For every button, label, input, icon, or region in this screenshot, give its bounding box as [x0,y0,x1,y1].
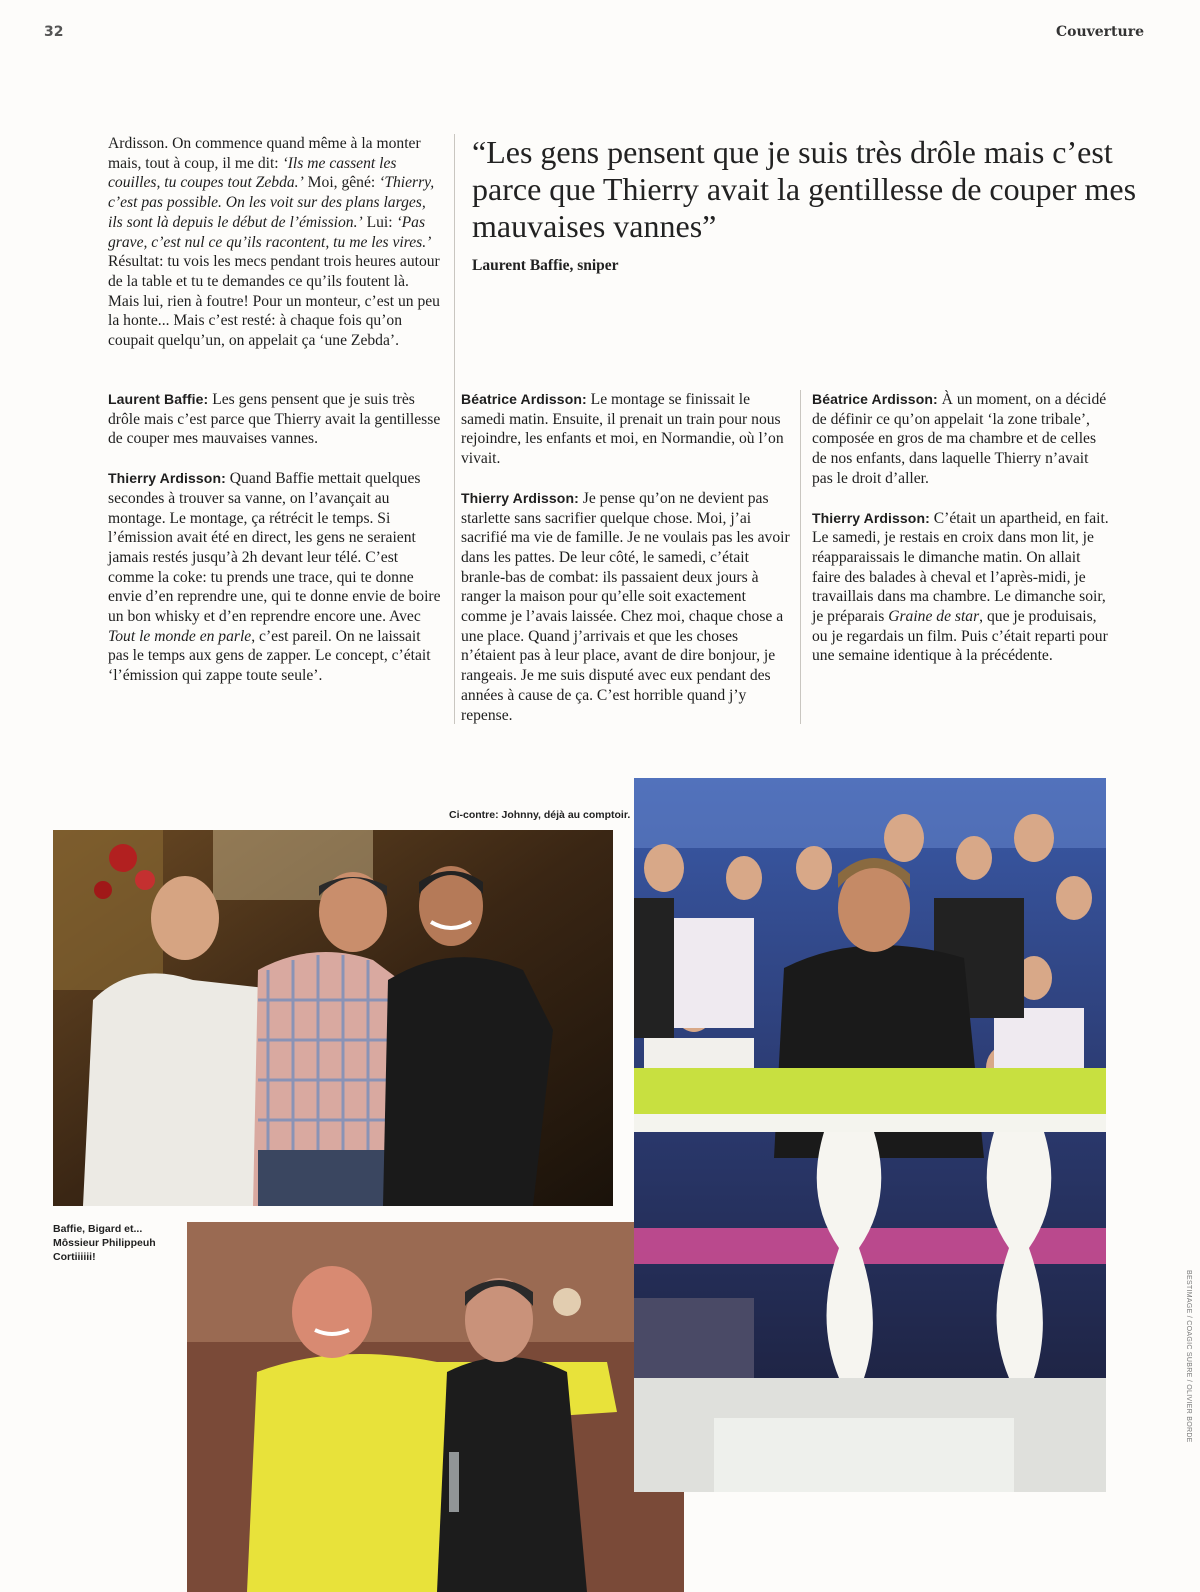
speaker-name: Béatrice Ardisson: [812,391,938,407]
caption-left-line: Môssieur Philippeuh [53,1237,156,1249]
italic-text: ‘Ils me cassent les couilles, tu coupes tout Zebda.’ [108,154,397,192]
caption-left [53,1222,173,1264]
paragraph: Laurent Baffie: Les gens pensent que je suis très drôle mais c’est parce que Thierry avait la gentillesse de couper mes mauvaises vannes. [108,391,441,448]
speaker-name: Béatrice Ardisson: [461,391,587,407]
section-title: Couverture [1055,24,1144,40]
pull-quote-attribution: Laurent Baffie, sniper [472,257,619,274]
article-column-3 [812,390,1112,686]
caption-top: Ci-contre: Johnny, déjà au comptoir. [449,809,631,821]
paragraph: Thierry Ardisson: C’était un apartheid, en fait. Le samedi, je restais en croix dans mon lit, je réapparaissais le dimanche matin. On allait faire des balades à cheval et l’après-midi, je travaillais dans ma chambre. Le dimanche soir, je préparais Graine de star, que je produisais, ou je regardais un film. Puis c’était reparti pour une semaine identique à la précédente. [812,509,1109,665]
speaker-name: Thierry Ardisson: [812,509,930,526]
speaker-name: Thierry Ardisson: [461,489,579,506]
pull-quote: “Les gens pensent que je suis très drôle mais c’est parce que Thierry avait la gentillesse de couper mes mauvaises vannes” [472,134,1137,244]
italic-text: Graine de star [888,608,980,626]
paragraph: Thierry Ardisson: Je pense qu’on ne devient pas starlette sans sacrifier quelque chose. Moi, j’ai sacrifié ma vie de famille. Je ne voulais pas les avoir dans les pattes. De leur côté, le samedi, c’était branle-bas de combat: ils passaient deux jours à ranger la maison pour qu’elle soit exactement comme je l’avais laissée. Chez moi, chaque chose a une place. Quand j’arrivais et que les choses n’étaient pas à leur place, avant de dire bonjour, je rangeais. Je me suis disputé avec eux pendant des années à cause de ça. C’est horrible quand j’y repense. [461,489,790,724]
page-number: 32 [44,24,64,40]
photo-yellow-shirt [187,1222,684,1592]
caption-left-line: Cortiiiiii! [53,1251,96,1263]
photo-johnny-set [634,778,1106,1492]
article-column-1 [108,390,442,706]
paragraph: Ardisson. On commence quand même à la monter mais, tout à coup, il me dit: ‘Ils me cassent les couilles, tu coupes tout Zebda.’ Moi, gêné: ‘Thierry, c’est pas possible. On les voit sur des plans larges, ils sont là depuis le début de l’émission.’ Lui: ‘Pas grave, c’est nul ce qu’ils racontent, tu me les vires.’ Résultat: tu vois les mecs pendant trois heures autour de la table et tu te demandes ce qu’ils foutent là. Mais lui, rien à foutre! Pour un monteur, c’est un peu la honte... Mais c’est resté: à chaque fois qu’on coupait quelqu’un, on appelait ça ‘une Zebda’. [108,135,440,350]
column-divider [800,390,801,724]
article-column-1-top [108,134,442,371]
photo-credit [1180,1270,1194,1450]
speaker-name: Laurent Baffie: [108,391,209,407]
paragraph: Béatrice Ardisson: Le montage se finissait le samedi matin. Ensuite, il prenait un train pour nous rejoindre, les enfants et moi, en Normandie, où l’on vivait. [461,391,784,468]
photo-credit-text: BESTIMAGE / COAGIC SUBRE / OLIVIER BORDE [1185,1270,1192,1443]
photo-baffie-bigard-ardisson [53,830,613,1206]
paragraph: Thierry Ardisson: Quand Baffie mettait quelques secondes à trouver sa vanne, on l’avançait au montage. Le montage, ça rétrécit le temps. Si l’émission avait été en direct, les gens ne seraient jamais restés jusqu’à 2h devant leur télé. C’est comme la coke: tu prends une trace, qui te donne envie d’en reprendre une, qui te donne envie de boire un bon whisky et d’en reprendre encore une. Avec Tout le monde en parle, c’est pareil. On ne laissait pas le temps aux gens de zapper. Le concept, c’était ‘l’émission qui zappe toute seule’. [108,470,441,685]
italic-text: ‘Pas grave, c’est nul ce qu’ils racontent, tu me les vires.’ [108,213,432,251]
italic-text: Tout le monde en parle [108,627,252,645]
article-column-2 [461,390,795,745]
paragraph: Béatrice Ardisson: À un moment, on a décidé de définir ce qu’on appelait ‘la zone tribale’, composée en gros de ma chambre et de celles de nos enfants, dans laquelle Thierry n’avait pas le droit d’aller. [812,391,1107,487]
speaker-name: Thierry Ardisson: [108,470,226,487]
caption-left-line: Baffie, Bigard et... [53,1223,143,1235]
italic-text: ‘Thierry, c’est pas possible. On les voit sur des plans larges, ils sont là depuis le début de l’émission.’ [108,174,435,231]
column-divider [454,134,455,724]
